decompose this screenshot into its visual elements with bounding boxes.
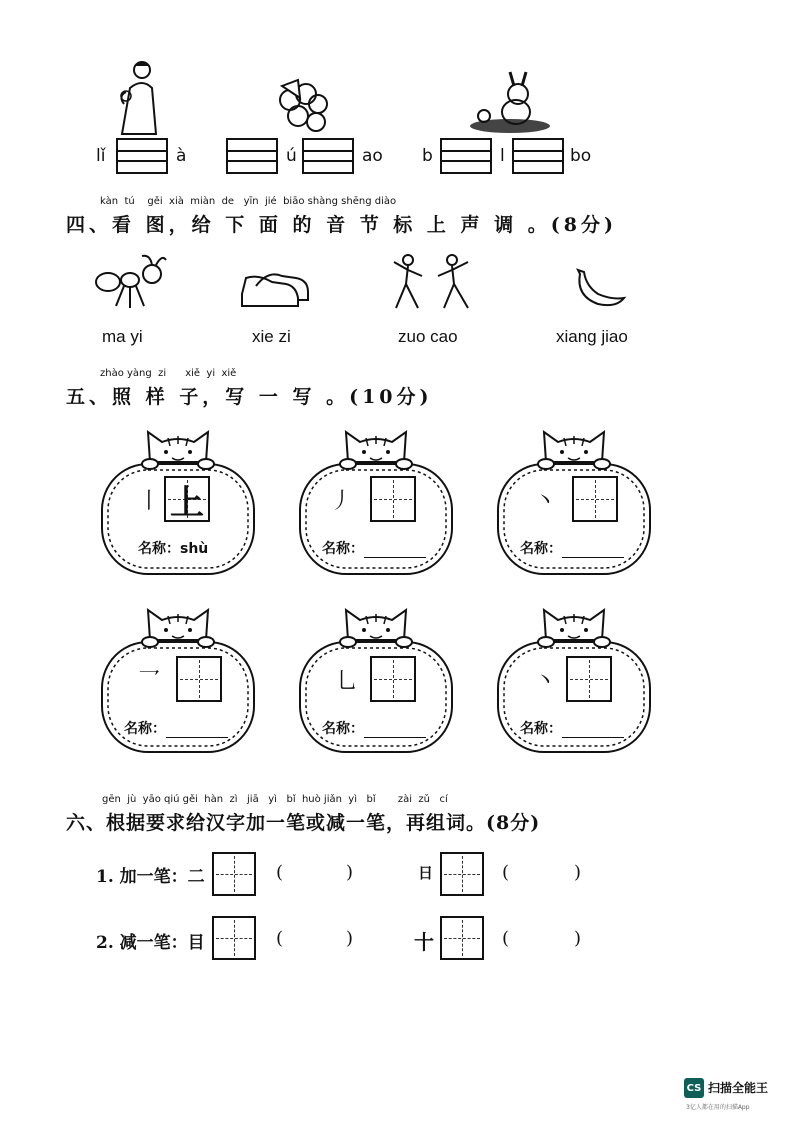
word-answer-blank[interactable] bbox=[516, 926, 568, 950]
syllable-l: l bbox=[500, 146, 505, 166]
answer-blank[interactable] bbox=[364, 544, 426, 558]
pinyin-fill-box[interactable] bbox=[440, 138, 492, 174]
stroke-glyph: 丶 bbox=[534, 669, 557, 694]
paren-close: ) bbox=[346, 928, 354, 949]
watermark-tagline: 3亿人都在用的扫描App bbox=[686, 1104, 750, 1111]
stroke-name-label bbox=[520, 538, 624, 558]
tianzige-box[interactable] bbox=[572, 476, 618, 522]
syllable-b: b bbox=[422, 146, 433, 166]
stroke-name-label bbox=[124, 718, 228, 738]
stroke-card bbox=[296, 602, 456, 752]
word-answer-blank[interactable] bbox=[516, 860, 568, 884]
name-prefix: 名称： bbox=[520, 721, 562, 737]
banana-icon bbox=[572, 266, 628, 310]
stroke-glyph: 乛 bbox=[138, 669, 161, 694]
tianzige-box[interactable] bbox=[440, 852, 484, 896]
stroke-glyph: 丨 bbox=[138, 489, 161, 514]
tianzige-box[interactable] bbox=[370, 476, 416, 522]
grapes-illustration bbox=[272, 76, 336, 136]
section5-pinyin: zhào yàng zi xiě yi xiě bbox=[100, 368, 237, 379]
paren-close: ) bbox=[574, 928, 582, 949]
example-character: 上 bbox=[170, 482, 204, 523]
tianzige-box[interactable] bbox=[370, 656, 416, 702]
answer-blank[interactable] bbox=[364, 724, 426, 738]
add-stroke-char: 日 bbox=[418, 864, 434, 882]
stroke-name-label: 名称：shù bbox=[138, 541, 209, 557]
tianzige-box[interactable] bbox=[440, 916, 484, 960]
tianzige-box[interactable] bbox=[176, 656, 222, 702]
stroke-glyph: 乚 bbox=[336, 669, 359, 694]
answer-blank[interactable] bbox=[562, 724, 624, 738]
pinyin-fill-box[interactable] bbox=[116, 138, 168, 174]
answer-blank[interactable] bbox=[562, 544, 624, 558]
word-answer-blank[interactable] bbox=[290, 926, 340, 950]
answer-character bbox=[372, 658, 414, 700]
syllable-li: lǐ bbox=[96, 146, 106, 166]
syllable-ao: ao bbox=[362, 146, 383, 166]
stroke-name-label bbox=[322, 538, 426, 558]
section6-title: 六、根据要求给汉字加一笔或减一笔，再组词。(8分) bbox=[66, 812, 541, 834]
section4-title: 四、看 图，给 下 面 的 音 节 标 上 声 调 。(8分) bbox=[66, 214, 617, 236]
syllable-bo: bo bbox=[570, 146, 592, 166]
stroke-card bbox=[494, 424, 654, 574]
stroke-name-label bbox=[520, 718, 624, 738]
section6-pinyin: gēn jù yāo qiú gěi hàn zì jiā yì bǐ huò jiǎn yì bǐ zài zǔ cí bbox=[102, 794, 448, 805]
name-prefix: 名称： bbox=[322, 721, 364, 737]
word-zuocao: zuo cao bbox=[398, 327, 458, 346]
stroke-card bbox=[98, 602, 258, 752]
pinyin-fill-box[interactable] bbox=[302, 138, 354, 174]
stroke-glyph: 丶 bbox=[534, 489, 557, 514]
tianzige-box[interactable] bbox=[566, 656, 612, 702]
paren-open: ( bbox=[276, 928, 284, 949]
word-answer-blank[interactable] bbox=[290, 860, 340, 884]
paren-open: ( bbox=[502, 862, 510, 883]
paren-open: ( bbox=[502, 928, 510, 949]
name-prefix: 名称： bbox=[322, 541, 364, 557]
section5-title: 五、照 样 子，写 一 写 。(10分) bbox=[66, 386, 433, 408]
paren-close: ) bbox=[574, 862, 582, 883]
tianzige-box[interactable] bbox=[164, 476, 210, 522]
add-stroke-label: 1. 加一笔：二 bbox=[96, 867, 205, 887]
pinyin-fill-box[interactable] bbox=[512, 138, 564, 174]
stroke-card bbox=[296, 424, 456, 574]
word-mayi: ma yi bbox=[102, 327, 143, 346]
exercise-icon bbox=[388, 252, 478, 312]
paren-open: ( bbox=[276, 862, 284, 883]
tianzige-box[interactable] bbox=[212, 916, 256, 960]
word-xiezi: xie zi bbox=[252, 327, 291, 346]
tianzige-box[interactable] bbox=[212, 852, 256, 896]
girl-illustration bbox=[112, 58, 162, 138]
rabbit-illustration bbox=[462, 70, 552, 136]
answer-character bbox=[574, 478, 616, 520]
paren-close: ) bbox=[346, 862, 354, 883]
word-xiangjiao: xiang jiao bbox=[556, 327, 628, 346]
stroke-card bbox=[98, 424, 258, 574]
shoes-icon bbox=[238, 264, 312, 310]
section4-pinyin: kàn tú gěi xià miàn de yīn jié biāo shàng shēng diào bbox=[100, 196, 397, 207]
stroke-name-label bbox=[322, 718, 426, 738]
syllable-u: ú bbox=[286, 146, 297, 166]
ant-icon bbox=[94, 252, 170, 310]
answer-character bbox=[568, 658, 610, 700]
watermark-app-name: 扫描全能王 bbox=[708, 1081, 769, 1095]
remove-stroke-char: 十 bbox=[414, 930, 434, 954]
remove-stroke-label: 2. 减一笔：目 bbox=[96, 933, 205, 953]
stroke-glyph: 丿 bbox=[330, 489, 353, 514]
name-prefix: 名称： bbox=[124, 721, 166, 737]
syllable-a: à bbox=[176, 146, 187, 166]
stroke-card bbox=[494, 602, 654, 752]
name-prefix: 名称： bbox=[520, 541, 562, 557]
answer-blank[interactable] bbox=[166, 724, 228, 738]
answer-character bbox=[178, 658, 220, 700]
camscanner-logo-icon: CS bbox=[684, 1078, 704, 1098]
answer-character bbox=[372, 478, 414, 520]
pinyin-fill-box[interactable] bbox=[226, 138, 278, 174]
